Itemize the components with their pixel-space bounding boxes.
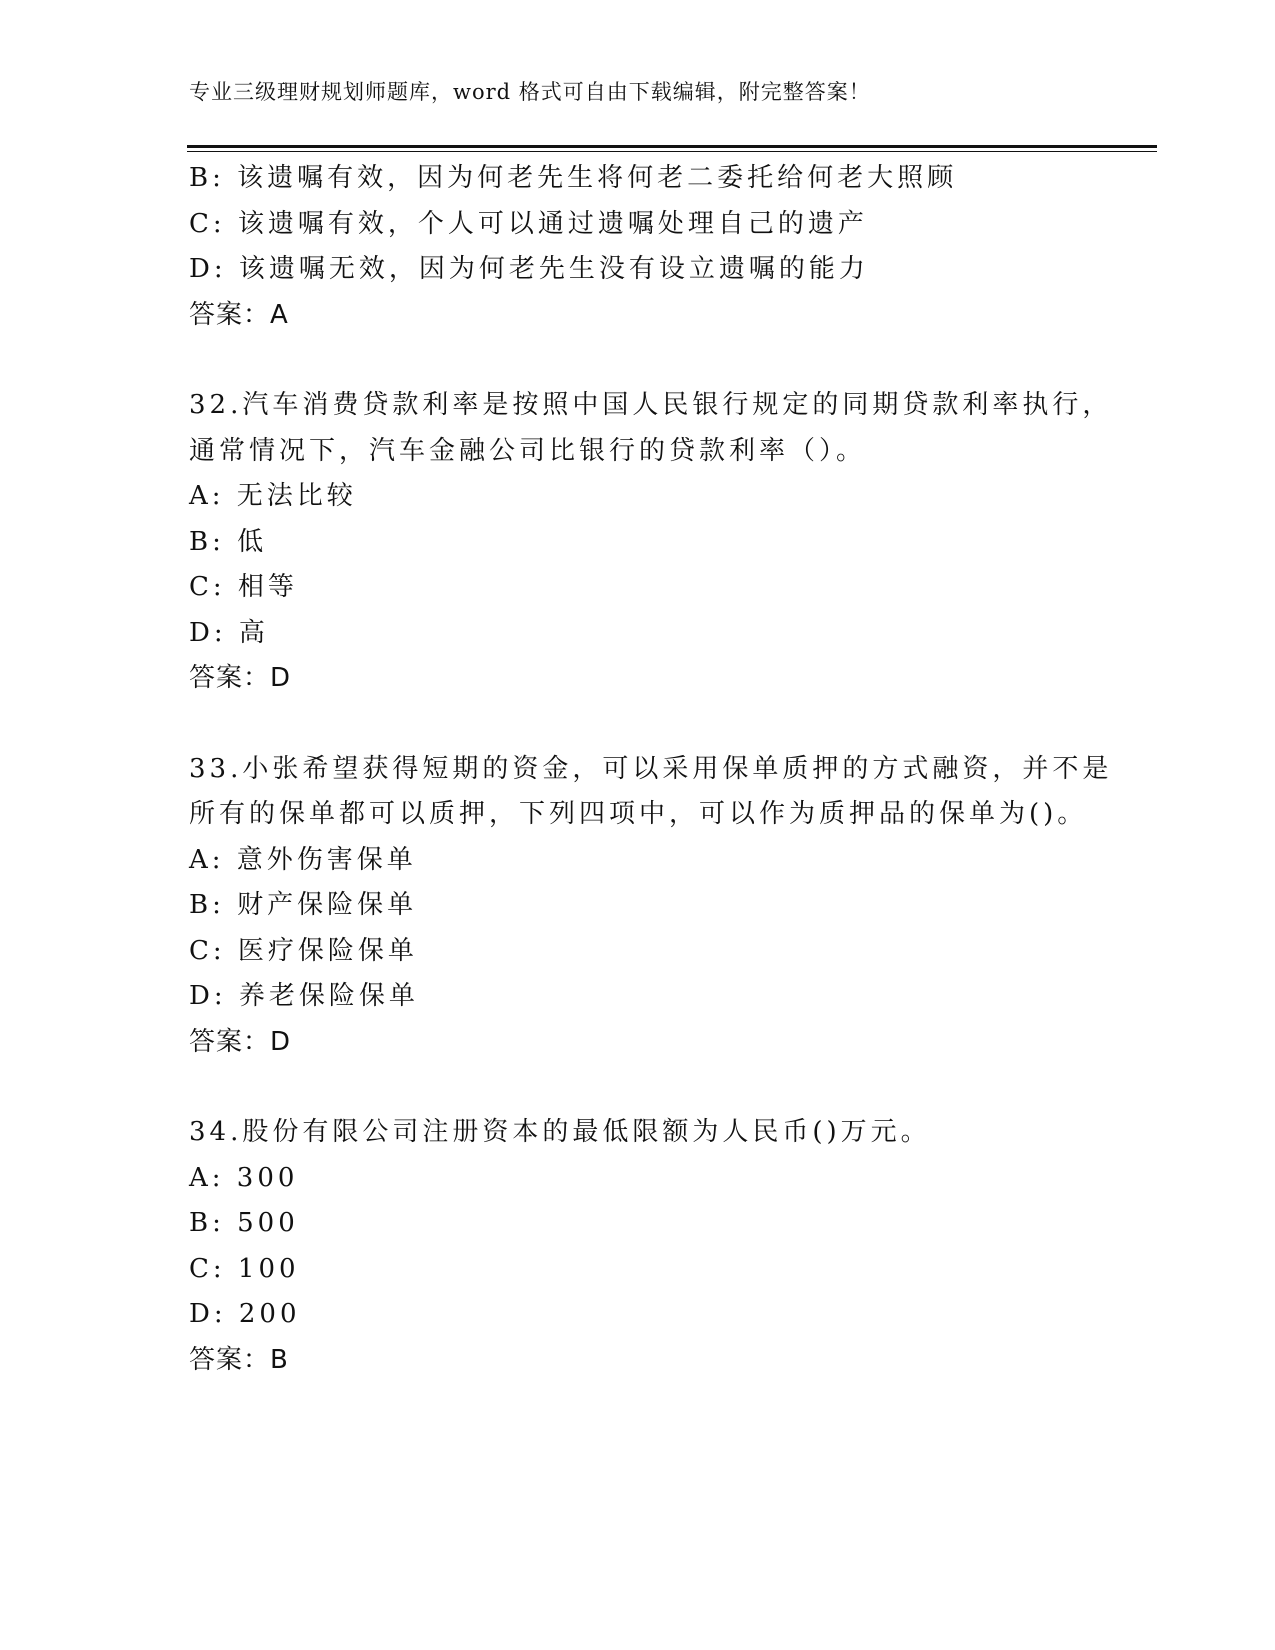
spacer — [189, 702, 1119, 747]
question-list — [189, 156, 1119, 1383]
option-d: D: 高 — [189, 617, 269, 648]
option-c: C: 相等 — [189, 572, 298, 602]
question-stem-line-2: 所有的保单都可以质押，下列四项中，可以作为质押品的保单为()。 — [189, 799, 1088, 829]
option-b: B: 财产保险保单 — [189, 890, 418, 920]
question-31-tail — [189, 156, 1119, 338]
question-32 — [189, 383, 1119, 702]
answer-line: 答案：B — [189, 1344, 289, 1375]
question-33 — [189, 747, 1119, 1066]
spacer — [189, 338, 1119, 383]
answer-line: 答案：D — [189, 1026, 292, 1057]
option-d: D: 该遗嘱无效，因为何老先生没有设立遗嘱的能力 — [189, 254, 869, 284]
answer-line: 答案：A — [189, 299, 289, 330]
option-d: D: 养老保险保单 — [189, 981, 419, 1011]
option-b: B: 500 — [189, 1208, 299, 1238]
option-a: A: 意外伤害保单 — [189, 844, 417, 875]
page-header: 专业三级理财规划师题库，word 格式可自由下载编辑，附完整答案！ — [189, 80, 871, 104]
header-rule-thin — [187, 151, 1157, 152]
option-b: B: 低 — [189, 526, 268, 557]
option-d: D: 200 — [189, 1299, 301, 1329]
header-rule-thick — [187, 145, 1157, 148]
option-a: A: 无法比较 — [189, 481, 357, 511]
answer-line: 答案：D — [189, 663, 292, 693]
question-34 — [189, 1110, 1119, 1383]
question-stem-line-1: 32.汽车消费贷款利率是按照中国人民银行规定的同期贷款利率执行， — [189, 390, 1113, 420]
question-stem-line-1: 34.股份有限公司注册资本的最低限额为人民币()万元。 — [189, 1117, 931, 1147]
option-b: B: 该遗嘱有效，因为何老先生将何老二委托给何老大照顾 — [189, 163, 958, 193]
option-c: C: 该遗嘱有效，个人可以通过遗嘱处理自己的遗产 — [189, 208, 868, 239]
question-stem-line-1: 33.小张希望获得短期的资金，可以采用保单质押的方式融资，并不是 — [189, 753, 1113, 784]
option-c: C: 100 — [189, 1253, 300, 1284]
question-stem-line-2: 通常情况下，汽车金融公司比银行的贷款利率（）。 — [189, 435, 867, 466]
option-a: A: 300 — [189, 1162, 299, 1193]
option-c: C: 医疗保险保单 — [189, 935, 418, 966]
spacer — [189, 1065, 1119, 1110]
